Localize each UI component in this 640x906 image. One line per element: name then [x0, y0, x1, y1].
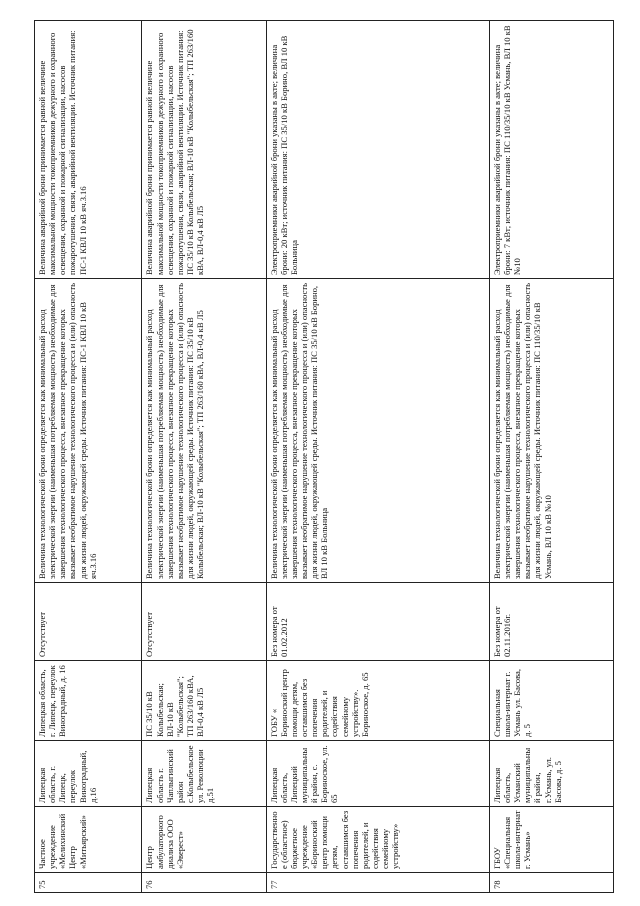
- organization-address: Липецкая область, г. Липецк, переулок Виноградный, д.16: [35, 741, 142, 807]
- act-date: Без номера от 02.11.2016г.: [489, 583, 613, 661]
- act-date: Отсутствует: [142, 583, 266, 661]
- table-row: [142, 21, 266, 893]
- act-date: Отсутствует: [35, 583, 142, 661]
- organization-name: Частное учреждение «Мелихинский Центр «Митьярский»: [35, 807, 142, 873]
- emergency-reserve: Электроприемники аварийной брони указаны в акте; величина брони: 20 кВт; источник питания: ПС 35/10 кВ Борино, ВЛ 10 кВ Больница: [266, 21, 489, 279]
- table-row: [489, 21, 613, 893]
- organization-name: Центр амбулаторного диализа ООО «Эверест»: [142, 807, 266, 873]
- organization-name: ГБОУ «Специальная школа-интернат г. Усмань»: [489, 807, 613, 873]
- consumer-object: Специальная школа-интернат г. Усмань ул. Басова, д. 5: [489, 661, 613, 741]
- technological-reserve: Величина технологической брони определяется как минимальный расход электрической энергии (наименьшая потребляемая мощность) необходимые для завершения технологического процесса, внезапное прекращение которых вызывает необратимое нарушение технологического процесса и (или) опасность для жизни людей, окружающей среды. Источник питания: ПС 35/10 кВ Борино, ВЛ 10 кВ Больница: [266, 279, 489, 583]
- consumer-object: ПС 35/10 кВ Колыбельская; ВЛ-10 кВ "Колыбельская"; ТП 263/160 кВА, ВЛ-0,4 кВ Л5: [142, 661, 266, 741]
- table-row: [266, 21, 489, 893]
- emergency-reserve: Величина аварийной брони принимается равной величине максимальной мощности токоприемников дежурного и охранного освещения, охранной и пожарной сигнализации, насосов пожаротушения, связи, аварийной вентиляции. Источник питания: ПС-1 КВЛ 10 кВ яч.3.16: [35, 21, 142, 279]
- emergency-reserve: Величина аварийной брони принимается равной величине максимальной мощности токоприемников дежурного и охранного освещения, охранной и пожарной сигнализации, насосов пожаротушения, связи, аварийной вентиляции. Источник питания: ПС 35/10 кВ Колыбельская; ВЛ-10 кВ "Колыбельская"; ТП 263/160 кВА, ВЛ-0,4 кВ Л5: [142, 21, 266, 279]
- technological-reserve: Величина технологической брони определяется как минимальный расход электрической энергии (наименьшая потребляемая мощность) необходимые для завершения технологического процесса, внезапное прекращение которых вызывает необратимое нарушение технологического процесса и (или) опасность для жизни людей, окружающей среды. Источник питания: ПС 110/35/10 кВ Усмань, ВЛ 10 кВ №10: [489, 279, 613, 583]
- rotated-table-wrapper: [34, 21, 614, 893]
- consumer-object: ГОБУ « Бориноский центр помощи детям, оставшимся без попечения родителей, и содействия семейному устройству». Бориноское, д. 65: [266, 661, 489, 741]
- technological-reserve: Величина технологической брони определяется как минимальный расход электрической энергии (наименьшая потребляемая мощность) необходимые для завершения технологического процесса, внезапное прекращение которых вызывает необратимое нарушение технологического процесса и (или) опасность для жизни людей, окружающей среды. Источник питания: ПС-1 КВЛ 10 кВ яч.3.16: [35, 279, 142, 583]
- act-date: Без номера от 01.02.2012: [266, 583, 489, 661]
- row-number: 77: [266, 873, 489, 893]
- organization-address: Липецкая область, Усманский муниципальный район, г.Усмань, ул. Басова, д. 5: [489, 741, 613, 807]
- row-number: 78: [489, 873, 613, 893]
- technological-reserve: Величина технологической брони определяется как минимальный расход электрической энергии (наименьшая потребляемая мощность) необходимые для завершения технологического процесса, внезапное прекращение которых вызывает необратимое нарушение технологического процесса и (или) опасность для жизни людей, окружающей среды. Источник питания: ПС 35/10 кВ Колыбельская; ВЛ-10 кВ "Колыбельская"; ТП 263/160 кВА, ВЛ-0,4 кВ Л5: [142, 279, 266, 583]
- organization-address: Липецкая область, Липецкий муниципальный район, с. Бориноское, ул. 65: [266, 741, 489, 807]
- organization-name: Государственное (областное) бюджетное учреждение «Бориноский центр помощи детям, оставшимся без попечения родителей, и содействия семейному устройству»: [266, 807, 489, 873]
- table-row: [35, 21, 142, 893]
- row-number: 75: [35, 873, 142, 893]
- emergency-reserve: Электроприемники аварийной брони указаны в акте; величина брони: 7 кВт; источник питания: ПС 110/35/10 кВ Усмань, ВЛ 10 кВ №10: [489, 21, 613, 279]
- organization-address: Липецкая область г. Чаплыгинский район с.Колыбельское ул. Революции д.51: [142, 741, 266, 807]
- reservation-table: [34, 20, 614, 893]
- row-number: 76: [142, 873, 266, 893]
- consumer-object: Липецкая область, г. Липецк, переулок Виноградный, д. 16: [35, 661, 142, 741]
